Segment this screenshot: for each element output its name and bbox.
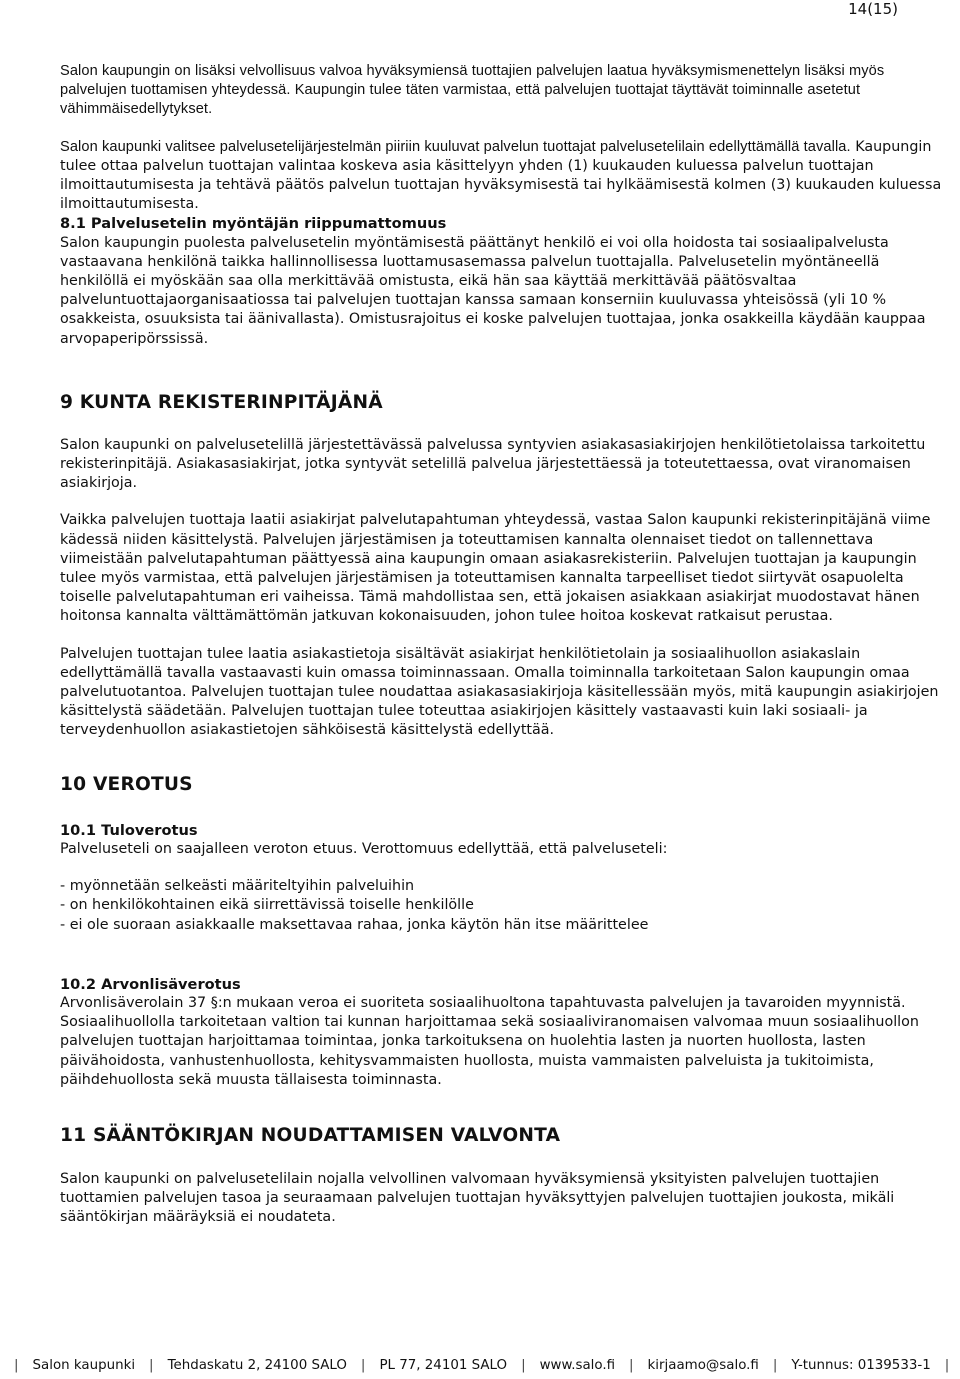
section-8-1-body: Salon kaupungin puolesta palvelusetelin myöntämisestä päättänyt henkilö ei voi olla hoidosta tai sosiaalipalvelusta vastaavana henkilönä taikka hallinnollisessa luottamusasemassa palvelun tuottajalla. Palvelusetelin myöntäneellä henkilöllä ei myöskään saa olla merkittävää omistusta, eikä hän saa käyttää merkittävää päätösvaltaa palveluntuottajaorganisaatiossa tai palvelujen tuottajan kanssa samaan konserniin kuuluvassa yhteisössä (yli 10 % osakkeista, osuuksista tai äänivallasta). Omistusrajoitus ei koske palvelujen tuottajaa, jonka osakkeilla käydään kauppaa arvopaperipörssissä. xyxy=(60,234,926,347)
provider-selection-rest: Kaupungin tulee ottaa palvelun tuottajan valintaa koskeva asia käsittelyyn yhden (1) kuukauden kuluessa palvelun tuottajan ilmoittautumisesta ja tehtävä päätös palvelun tuottajan hyväksymisestä tai hylkäämisestä kolmen (3) kuukauden kuluessa ilmoittautumisesta. xyxy=(60,138,942,213)
provider-selection-lead: Salon kaupunki valitsee palvelusetelijärjestelmän piiriin kuuluvat palvelun tuottajat palvelusetelilain edellyttämällä tavalla. xyxy=(60,138,851,155)
section-10-heading: 10 VEROTUS xyxy=(60,773,193,795)
footer-separator: | xyxy=(14,1358,19,1373)
section-10-2-body: Arvonlisäverolain 37 §:n mukaan veroa ei suoriteta sosiaalihuoltona tapahtuvasta palvelujen ja tavaroiden myynnistä. Sosiaalihuollolla tarkoitetaan valtion tai kunnan harjoittamaa sekä sosiaaliviranomaisen valvomaa muun sosiaalihuollon palvelujen tuottajan harjoittamaa toimintaa, jonka tarkoituksena on huolehtia lasten ja nuorten huollosta, lasten päivähoidosta, vanhustenhuollosta, kehitysvammaisten huollosta, muista vammaisten palveluista ja tukitoimista, päihdehuollosta sekä muusta tällaisesta toiminnasta. xyxy=(60,994,919,1088)
footer xyxy=(0,1358,960,1373)
section-9-paragraph-2: Vaikka palvelujen tuottaja laatii asiakirjat palvelutapahtuman yhteydessä, vastaa Salon kaupunki rekisterinpitäjänä viime kädessä niiden käsittelystä. Palvelujen järjestämisen ja toteuttamisen kannalta olennaiset tiedot on tallennettava viimeistään palvelutapahtuman päättyessä aina kaupungin omaan asiakasrekisteriin. Palvelujen tuottajan ja kaupungin tulee myös varmistaa, että palvelujen järjestämisen ja toteuttamisen kannalta tarpeelliset tiedot siirtyvät osapuolelta toiselle palvelutapahtuman eri vaiheissa. Tämä mahdollistaa sen, että jokaisen asiakkaan asiakirjat muodostavat hänen hoitonsa kannalta välttämättömän jatkuvan kokonaisuuden, johon tulee hoitoa koskevat ratkaisut perustaa. xyxy=(60,512,931,625)
list-item: - ei ole suoraan asiakkaalle maksettavaa rahaa, jonka käytön hän itse määrittelee xyxy=(60,916,649,933)
footer-separator: | xyxy=(772,1358,778,1373)
footer-email-link[interactable]: kirjaamo@salo.fi xyxy=(647,1358,759,1373)
list-item: - myönnetään selkeästi määriteltyihin palveluihin xyxy=(60,878,415,895)
footer-website-link[interactable]: www.salo.fi xyxy=(539,1358,616,1373)
section-8-1-title: 8.1 Palvelusetelin myöntäjän riippumattomuus xyxy=(60,215,447,233)
footer-separator: | xyxy=(944,1358,950,1373)
page-number: 14(15) xyxy=(848,0,898,18)
section-10-2-title: 10.2 Arvonlisäverotus xyxy=(60,975,241,993)
paragraph-quality-monitoring: Salon kaupungin on lisäksi velvollisuus valvoa hyväksymiensä tuottajien palvelujen laatua hyväksymismenettelyn lisäksi myös palvelujen tuottamisen yhteydessä. Kaupungin tulee täten varmistaa, että palvelujen tuottajat täyttävät toiminnalle asetetut vähimmäisedellytykset. xyxy=(60,63,885,118)
footer-po-box: PL 77, 24101 SALO xyxy=(379,1358,508,1373)
document-body xyxy=(60,62,950,1228)
list-item: - on henkilökohtainen eikä siirrettävissä toiselle henkilölle xyxy=(60,897,474,914)
section-10-1-title: 10.1 Tuloverotus xyxy=(60,821,198,839)
footer-business-id: Y-tunnus: 0139533-1 xyxy=(791,1358,931,1373)
paragraph-provider-selection xyxy=(60,138,950,215)
footer-street-address: Tehdaskatu 2, 24100 SALO xyxy=(167,1358,347,1373)
footer-separator: | xyxy=(521,1358,526,1373)
footer-separator: | xyxy=(149,1358,154,1373)
section-11-heading: 11 SÄÄNTÖKIRJAN NOUDATTAMISEN VALVONTA xyxy=(60,1124,561,1146)
footer-separator: | xyxy=(360,1358,366,1373)
tax-free-conditions-list xyxy=(60,877,950,935)
section-9-paragraph-1: Salon kaupunki on palvelusetelillä järjestettävässä palvelussa syntyvien asiakasasiakirjojen henkilötietolaissa tarkoitettu rekisterinpitäjä. Asiakasasiakirjat, jotka syntyvät setelillä palvelua järjestettäessä ja toteutettaessa, ovat viranomaisen asiakirjoja. xyxy=(60,436,926,492)
section-10-1-body: Palveluseteli on saajalleen veroton etuus. Verottomuus edellyttää, että palveluseteli: xyxy=(60,840,668,857)
section-11-paragraph: Salon kaupunki on palvelusetelilain nojalla velvollinen valvomaan hyväksymiensä yksityisten palvelujen tuottajien tuottamien palvelujen tasoa ja seuraamaan palvelujen tuottajan hyväksyttyjen palvelujen tuottajien joukosta, mikäli sääntökirjan määräyksiä ei noudateta. xyxy=(60,1170,895,1226)
section-9-heading: 9 KUNTA REKISTERINPITÄJÄNÄ xyxy=(60,391,383,413)
section-9-paragraph-3: Palvelujen tuottajan tulee laatia asiakastietoja sisältävät asiakirjat henkilötietolain ja sosiaalihuollon asiakaslain edellyttämällä tavalla vastaavasti kuin omassa toiminnassaan. Omalla toiminnalla tarkoitetaan Salon kaupungin omaa palvelutuotantoa. Palvelujen tuottajan tulee noudattaa asiakasasiakirjoja käsitellessään myös, mitä kaupungin asiakirjojen käsittelystä säädetään. Palvelujen tuottajan tulee toteuttaa asiakirjojen käsittely vastaavasti kuin laki sosiaali- ja terveydenhuollon asiakastietojen sähköisestä käsittelystä edellyttää. xyxy=(60,645,939,739)
footer-organization: Salon kaupunki xyxy=(32,1358,136,1373)
footer-separator: | xyxy=(629,1358,634,1373)
